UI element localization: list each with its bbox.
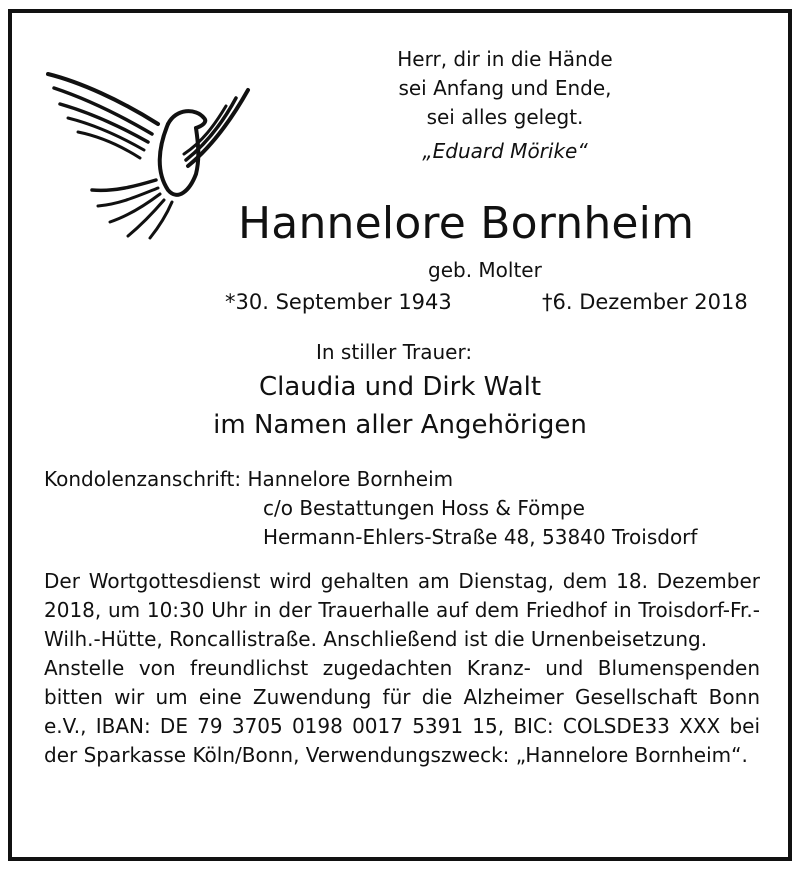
- condolence-line: Hannelore Bornheim: [247, 467, 454, 491]
- mourning-intro: In stiller Trauer:: [316, 340, 473, 364]
- mourners-on-behalf: im Namen aller Angehörigen: [213, 410, 587, 440]
- poem-block: [340, 45, 670, 166]
- mourners-block: [100, 368, 700, 444]
- donation-paragraph: Anstelle von freundlichst zugedachten Kranz- und Blumenspenden bitten wir um eine Zuwendung für die Alzheimer Gesellschaft Bonn e.V., IBAN: DE 79 3705 0198 0017 5391 15, BIC: COLSDE33 XXX bei der Sparkasse Köln/Bonn, Verwendungszweck: „Hannelore Bornheim“.: [44, 656, 760, 767]
- birth-date: *30. September 1943: [225, 290, 452, 314]
- condolence-line: c/o Bestattungen Hoss & Fömpe: [263, 496, 585, 520]
- condolence-address: [44, 465, 697, 552]
- condolence-label: Kondolenzanschrift:: [44, 467, 242, 491]
- mourner-names: Claudia und Dirk Walt: [258, 372, 542, 402]
- poem-author: „Eduard Mörike“: [422, 139, 588, 163]
- maiden-name: geb. Molter: [428, 258, 542, 282]
- poem-line: sei Anfang und Ende,: [398, 76, 612, 100]
- poem-line: Herr, dir in die Hände: [397, 47, 613, 71]
- notice-text: [44, 567, 760, 770]
- condolence-line: Hermann-Ehlers-Straße 48, 53840 Troisdorf: [263, 525, 698, 549]
- poem-line: sei alles gelegt.: [426, 105, 584, 129]
- deceased-name: Hannelore Bornheim: [238, 198, 695, 249]
- death-date: †6. Dezember 2018: [542, 290, 748, 314]
- service-paragraph: Der Wortgottesdienst wird gehalten am Dienstag, dem 18. Dezember 2018, um 10:30 Uhr in der Trauerhalle auf dem Friedhof in Troisdorf-Fr.-Wilh.-Hütte, Roncallistraße. Anschließend ist die Urnenbeisetzung.: [44, 569, 760, 651]
- dove-icon: [40, 62, 255, 242]
